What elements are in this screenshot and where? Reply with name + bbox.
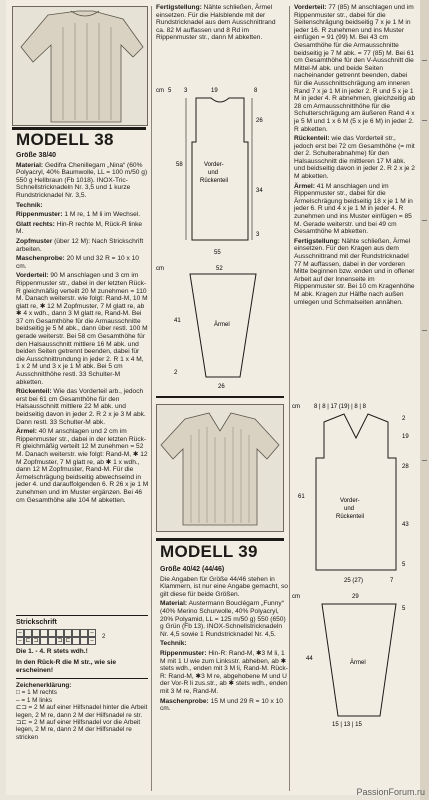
m38-para-3: Glatt rechts: Hin-R rechte M, Rück-R linke M.: [16, 220, 143, 236]
chart-cell: [64, 629, 72, 637]
schema3-unit: cm: [292, 404, 300, 410]
model-39-instructions: [160, 566, 288, 715]
symbol-key: [16, 682, 148, 741]
model-38-body-schematic: [156, 82, 284, 262]
key-item: ⊏⊐ = 2 M auf einer Hilfsnadel hinter die Arbeit legen, 2 M re, dann 2 M der Hilfsnadel re str.: [16, 704, 148, 719]
chart-cell: [72, 637, 80, 645]
schema2-label: Ärmel: [214, 322, 230, 328]
chart-cell: –: [88, 629, 96, 637]
chart-cell: –: [16, 637, 24, 645]
magazine-page: [6, 0, 421, 795]
schema4-label: Ärmel: [350, 660, 366, 666]
chart-cell: [32, 629, 40, 637]
m39-right-para-1: Rückenteil: wie das Vorderteil str., jedoch erst bei 72 cm Gesamthöhe (= mit der 2. Schulterabnahme) für den Halsausschnitt die mittleren 17 M abk. und beidseitig davon in jeder 2. R 2 x je 2 M abketten.: [294, 135, 415, 181]
model-38-sketch: [12, 6, 148, 126]
model-39-divider: [156, 538, 284, 541]
chart-cell: [56, 629, 64, 637]
schema2-h2: 2: [174, 370, 178, 376]
schema1-dot: 5: [168, 88, 172, 94]
schema1-h34: 34: [256, 188, 263, 194]
model-38-title: MODELL 38: [16, 130, 114, 149]
model-38-sweater-drawing: [13, 7, 147, 125]
tab-mark: [422, 120, 427, 121]
chart-back-row-note: In den Rück-R die M str., wie sie erscheinen!: [16, 659, 117, 674]
m39-right-para-0: Vorderteil: 77 (85) M anschlagen und im Rippenmuster str., dabei für die Seitenschrägung beidseitig 7 x je 1 M in jeder 16. R zunehmen und ins Muster einfügen = 91 (99) M. Bei 43 cm Gesamthöhe für die Armausschnitte beidseitig je 7 M abk. = 77 (85) M. Bei 61 cm Gesamthöhe für den V-Ausschnitt die Mittel-M abk. und beide Seiten nacheinander getrennt beenden, dabei für die Ausschnittschrägung am inneren Rand 7 x je 1 M in jeder 2. R und 5 x je 1 M in jeder 4. R abnehmen, gleichzeitig ab 28 cm Armausschnitthöhe für die Schulterschrägung am äußeren Rand 4 x je 5 M und 1 x 6 M (5 x je 6 M) in jeder 2. R abketten.: [294, 4, 416, 133]
schema4-h5: 5: [402, 606, 406, 612]
schema3-h2: 2: [402, 416, 406, 422]
m39-para-4: Maschenprobe: 15 M und 29 R = 10 x 10 cm.: [160, 697, 283, 713]
chart-divider: [16, 615, 148, 616]
schema1-label2: und: [208, 170, 219, 176]
m39-para-3: Rippenmuster: Hin-R: Rand-M, ✱3 M li, 1 M mit 1 U wie zum Linksstr. abheben, ab ✱ stets wdh., enden mit 3 M li, Rand-M. Rück-R: Rand-M, ✱3 M re, abgehobene M und U der Vor-R li zus.str., ab ✱ stets wdh., enden mit 3 M re, Rand-M.: [160, 649, 288, 695]
schema3-label1: Vorder-: [340, 498, 360, 504]
m39-para-2: Technik:: [160, 640, 187, 648]
schema1-dot2: 3: [184, 88, 188, 94]
chart-cell: –: [88, 637, 96, 645]
schema1-h3: 3: [256, 232, 260, 238]
chart-cell: [80, 637, 88, 645]
model-38-finishing: [156, 4, 284, 44]
key-item: □ = 1 M rechts: [16, 689, 57, 697]
schema3-h28: 28: [402, 464, 409, 470]
chart-cell: [72, 629, 80, 637]
m38-para-5: Maschenprobe: 20 M und 32 R = 10 x 10 cm.: [16, 255, 139, 270]
chart-cell: ⊏: [65, 638, 71, 644]
model-39-title: MODELL 39: [160, 542, 258, 561]
m38-para-4: Zopfmuster (über 12 M): Nach Strickschrift arbeiten.: [16, 237, 144, 253]
column-rule-left: [151, 6, 152, 791]
key-item: – = 1 M links: [16, 696, 53, 704]
m39-para-1: Material: Austermann Bouclégarn „Funny“ (40% Merino Schurwolle, 40% Polyacryl, 20% Polyamid, LL = 125 m/50 g) 550 (650) g Grün (Fb 13). INOX-Schnellstricknadeln Nr. 4,5 sowie 1 Rundstricknadel Nr. 4,5.: [160, 600, 286, 638]
key-title: Zeichenerklärung:: [16, 682, 72, 689]
m38-para-6: Vorderteil: 90 M anschlagen und 3 cm im Rippenmuster str., dabei in der letzten Rück-R gleichmäßig verteilt 20 M zunehmen = 110 M. Danach weiterstr. wie folgt: Rand-M, 10 M glatt re, ✱ 12 M Zopfmuster, 7 M glatt re, ab ✱ 4 x wdh., dann 3 M glatt re, Rand-M. Bei 37 cm Gesamthöhe für die Armausschnitte beidseitig je 5 M abk., dann über restl. 100 M gerade weiterstr. Bei 58 cm Gesamthöhe für den Halsausschnitt mittlere 16 M abk. und beiden Seiten getrennt beenden, dabei für die Ausschnittrundung in jeder 2. R 1 x 4 M, 1 x 2 M und 3 x je 1 M abk. Bei 5 cm Ausschnitthöhe restl. 33 Schulter-M abketten.: [16, 272, 148, 386]
schema4-bottom: 15 | 13 | 15: [332, 722, 362, 728]
tab-mark: [422, 220, 427, 221]
schema4-top: 29: [352, 594, 359, 600]
schema3-h43: 43: [402, 522, 409, 528]
schema1-label1: Vorder-: [204, 162, 224, 168]
schema1-label3: Rückenteil: [200, 178, 229, 184]
model-39-body-schematic: [292, 398, 418, 588]
chart-cell: [24, 629, 32, 637]
m39-right-para-2: Ärmel: 41 M anschlagen und im Rippenmuster str., dabei für die Ärmelschrägung beidseitig 18 x je 1 M in jeder 6. R und 4 x je 1 M in jeder 4. R zunehmen und ins Muster einfügen = 85 M. Gerade weiterstr. und bei 49 cm Gesamthöhe M abketten.: [294, 182, 413, 236]
watermark: PassionForum.ru: [356, 787, 425, 797]
model-39-instructions-continued: [294, 4, 416, 308]
m38-para-2: Rippenmuster: 1 M re, 1 M li im Wechsel.: [16, 211, 141, 219]
schema1-top: 19: [211, 88, 218, 94]
model-39-sleeve-schematic: [292, 588, 418, 728]
model-39-size: Größe 40/42 (44/46): [160, 566, 225, 573]
schema3-h19: 19: [402, 434, 409, 440]
schema3-label2: und: [344, 506, 355, 512]
chart-cell: [48, 637, 56, 645]
m38-para-1: Technik:: [16, 201, 43, 209]
schema3-bottom: 25 (27): [344, 578, 364, 584]
m39-para-0: Die Angaben für Größe 44/46 stehen in Klammern, ist nur eine Angabe gemacht, so gilt diese für beide Größen.: [160, 575, 288, 598]
chart-cell: ⊐: [33, 638, 39, 644]
model-38-instructions: [16, 152, 149, 506]
m38-para-0: Material: Gedifra Chenillegarn „Nina“ (60% Polyacryl, 40% Baumwolle, LL = 100 m/50 g) 550 g Hellbraun (Fb 1018). INOX-Tric-Schnellstricknadeln Nr. 3,5 und 1 kurze Rundstricknadel Nr. 3,5.: [16, 161, 148, 199]
key-item: ⊐⊏ = 2 M auf einer Hilfsnadel vor die Arbeit legen, 2 M re, dann 2 M der Hilfsnadel re stricken: [16, 719, 141, 741]
schema1-h58: 58: [176, 162, 183, 168]
m38-para-7: Rückenteil: Wie das Vorderteil arb., jedoch erst bei 61 cm Gesamthöhe für den Halsausschnitt mittlere 22 M abk. und beidseitig davon in jeder 2. R 2 x je 3 M abk. Dann restl. 33 Schulter-M abk.: [16, 388, 146, 426]
chart-cell: [40, 637, 48, 645]
model-38-sleeve-schematic: [156, 262, 284, 392]
model-39-top-divider: [156, 396, 284, 398]
page-edge-tabs: [420, 0, 429, 800]
chart-cell: ⊏: [25, 638, 31, 644]
key-divider: [16, 678, 148, 679]
tab-mark: [422, 460, 427, 461]
schema4-h44: 44: [306, 656, 313, 662]
schema3-h61: 61: [298, 494, 305, 500]
chart-cell: ⊐: [57, 638, 63, 644]
schema2-bottom: 26: [218, 384, 225, 390]
schema3-label3: Rückenteil: [336, 514, 365, 520]
chart-cell: [80, 629, 88, 637]
schema1-unit: cm: [156, 88, 164, 94]
chart-cell: [48, 629, 56, 637]
m39-right-para-3: Fertigstellung: Nähte schließen, Ärmel einsetzen. Für den Kragen aus dem Ausschnittrand mit der Rundstricknadel 77 M auffassen, dabei in der vorderen Mitte beginnen bzw. enden und in offener Arbeit auf der Innenseite im Rippenmuster str. Bei 10 cm Kragenhöhe M abk. Kragen zur Hälfte nach außen umlegen und Schmalseiten annähen.: [294, 237, 415, 306]
schema2-unit: cm: [156, 266, 164, 272]
schema3-bottom2: 7: [390, 578, 394, 584]
tab-mark: [422, 60, 427, 61]
schema3-top: 8 | 8 | 17 (19) | 8 | 8: [314, 404, 366, 410]
m38-para-8: Ärmel: 40 M anschlagen und 2 cm im Rippenmuster str., dabei in der letzten Rück-R gleichmäßig verteilt 12 M zunehmen = 52 M. Danach weiterstr. wie folgt: Rand-M, ✱ 12 M Zopfmuster, 7 M glatt re, ab ✱ 1 x wdh., dann 12 M Zopfmuster, Rand-M. Für die Ärmelschrägung beidseitig abwechselnd in jeder 4. und darauffolgenden 6. R 26 x je 1 M zunehmen und im Muster ergänzen. Bei 46 cm Gesamthöhe alle 104 M abketten.: [16, 428, 149, 504]
model-38-size: Größe 38/40: [16, 152, 57, 159]
schema4-unit: cm: [292, 594, 300, 600]
m38-finishing-text: Fertigstellung: Nähte schließen, Ärmel einsetzen. Für die Halsblende mit der Rundstricknadel aus dem Ausschnittrand ca. 82 M auffassen und 8 Rd im Rippenmuster str., dann M abketten.: [156, 4, 276, 42]
schema2-h41: 41: [174, 318, 181, 324]
schema2-top: 52: [216, 266, 223, 272]
chart-cell: [40, 629, 48, 637]
schema1-h26: 26: [256, 118, 263, 124]
chart-repeat-note: Die 1. - 4. R stets wdh.!: [16, 648, 88, 655]
schema3-side: 5: [402, 562, 406, 568]
knitting-chart: [16, 629, 100, 645]
schema1-bottom: 55: [214, 250, 221, 256]
tab-mark: [422, 330, 427, 331]
chart-title: Strickschrift: [16, 619, 57, 626]
model-39-sketch: [156, 404, 284, 532]
chart-cell: –: [16, 629, 24, 637]
schema1-shoulder: 8: [254, 88, 258, 94]
model-39-sweater-drawing: [157, 405, 283, 531]
chart-row-number: 2: [102, 634, 106, 640]
column-rule-right: [289, 6, 290, 791]
